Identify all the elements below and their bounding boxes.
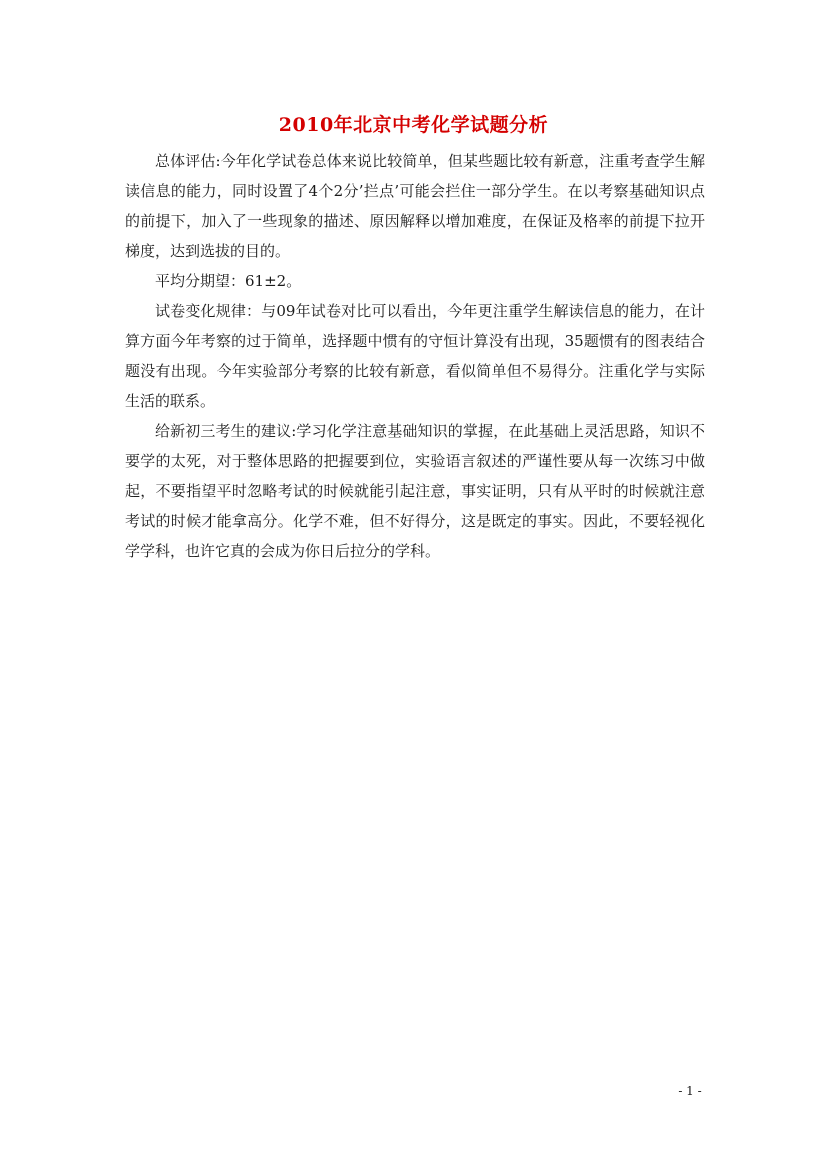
- document-title: 2010年北京中考化学试题分析: [278, 114, 549, 136]
- paragraph-exam-changes: 试卷变化规律：与09年试卷对比可以看出，今年更注重学生解读信息的能力，在计算方面今年考察的过于简单，选择题中惯有的守恒计算没有出现，35题惯有的图表结合题没有出现。今年实验部分考察的比较有新意，看似简单但不易得分。注重化学与实际生活的联系。: [125, 302, 705, 410]
- paragraph-advice: 给新初三考生的建议:学习化学注意基础知识的掌握，在此基础上灵活思路，知识不要学的太死，对于整体思路的把握要到位，实验语言叙述的严谨性要从每一次练习中做起，不要指望平时忽略考试的时候就能引起注意，事实证明，只有从平时的时候就注意考试的时候才能拿高分。化学不难，但不好得分，这是既定的事实。因此，不要轻视化学学科，也许它真的会成为你日后拉分的学科。: [125, 422, 705, 560]
- document-body: [125, 146, 705, 566]
- page-number: - 1 -: [678, 1084, 702, 1098]
- paragraph-average-score: 平均分期望：61±2。: [155, 272, 302, 290]
- paragraph-overall-assessment: 总体评估:今年化学试卷总体来说比较简单，但某些题比较有新意，注重考查学生解读信息的能力，同时设置了4个2分’拦点’可能会拦住一部分学生。在以考察基础知识点的前提下，加入了一些现象的描述、原因解释以增加难度，在保证及格率的前提下拉开梯度，达到选拔的目的。: [125, 152, 705, 260]
